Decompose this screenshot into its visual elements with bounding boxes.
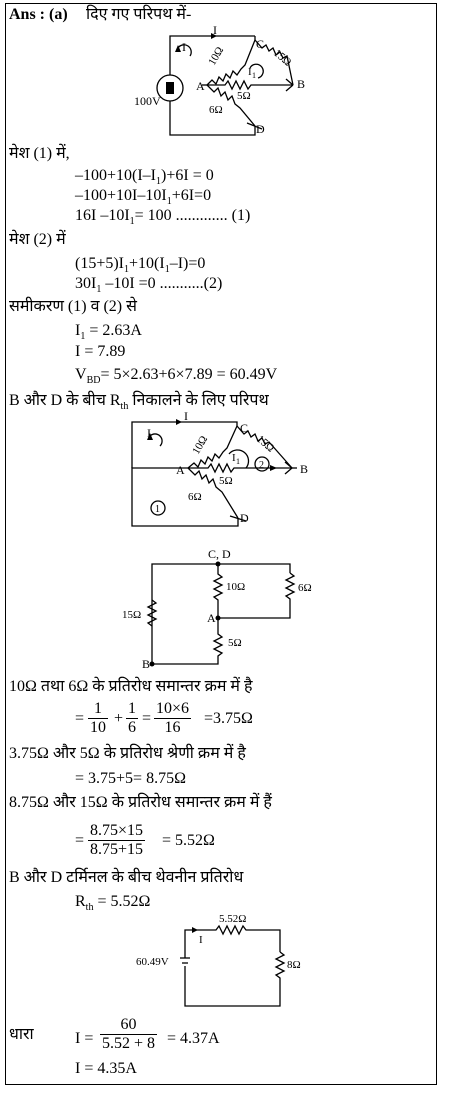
step2-text: 3.75Ω और 5Ω के प्रतिरोध श्रेणी क्रम में है bbox=[9, 745, 246, 762]
answer-intro: दिए गए परिपथ में- bbox=[86, 6, 192, 23]
step4-text: B और D टर्मिनल के बीच थेवनीन प्रतिरोध bbox=[9, 869, 244, 886]
circuit-diagram-2 bbox=[0, 410, 454, 530]
c2-mark-1: 1 bbox=[155, 504, 160, 515]
solve-title: समीकरण (1) व (2) से bbox=[9, 298, 137, 315]
c1-current-label: I bbox=[213, 23, 217, 37]
step1-plus: + bbox=[114, 710, 124, 727]
step3-result: = 5.52Ω bbox=[162, 832, 215, 849]
step1-frac3: $\frac{10\times 6}{16}$ bbox=[156, 700, 190, 736]
c2-node-d: D bbox=[240, 511, 249, 525]
circuit-diagram-4 bbox=[0, 910, 454, 1010]
c1-r6: 6Ω bbox=[209, 104, 223, 116]
c3-r5: 5Ω bbox=[228, 637, 242, 649]
mesh1-title: मेश (1) में, bbox=[9, 145, 70, 162]
c4-r1: 5.52Ω bbox=[219, 913, 247, 925]
final-lhs: I = bbox=[75, 1030, 94, 1047]
c2-loop1-label: I bbox=[147, 426, 151, 440]
solve-vbd: $V_{BD}= 5\times 2.63+6\times 7.89 = 60.49V$ bbox=[75, 366, 278, 387]
c4-current: I bbox=[199, 934, 203, 946]
c2-node-a: A bbox=[176, 463, 185, 477]
c1-node-a: A bbox=[196, 79, 205, 93]
c3-node-cd: C, D bbox=[208, 547, 231, 561]
circuit-diagram-1 bbox=[0, 23, 454, 148]
c4-source: 60.49V bbox=[136, 956, 169, 968]
step1-eq-sign: = bbox=[75, 710, 85, 727]
c1-node-c: C bbox=[256, 37, 265, 51]
c1-loop1-label: I bbox=[182, 40, 186, 54]
final-result: = 4.37A bbox=[167, 1030, 220, 1047]
c3-r15: 15Ω bbox=[122, 609, 142, 621]
rth-circuit-title: B और D के बीच $R_{th}$ निकालने के लिए परिपथ bbox=[9, 392, 269, 413]
solve-i1: $I_1 = 2.63A$ bbox=[75, 322, 142, 343]
c3-r6: 6Ω bbox=[298, 582, 312, 594]
step1-frac2: $\frac{1}{6}$ bbox=[128, 700, 136, 736]
c1-r5: 5Ω bbox=[237, 90, 251, 102]
final-label: धारा bbox=[9, 1026, 34, 1043]
circuit-diagram-3 bbox=[0, 547, 454, 671]
c2-current-label: I bbox=[184, 409, 188, 423]
c3-node-a: A bbox=[207, 611, 216, 625]
c2-i1: I bbox=[232, 452, 236, 464]
c1-r15: 15Ω bbox=[271, 47, 294, 69]
c2-node-b: B bbox=[300, 462, 309, 476]
step1-result: =3.75Ω bbox=[204, 710, 253, 727]
step2-eq: = 3.75+5= 8.75Ω bbox=[75, 770, 186, 787]
c1-r10: 10Ω bbox=[206, 44, 227, 68]
mesh1-eq2: $-100+10I-10I_1+6I=0$ bbox=[75, 187, 212, 208]
mesh2-title: मेश (2) में bbox=[9, 231, 66, 248]
c1-source: 100V bbox=[134, 94, 161, 108]
c2-r6: 6Ω bbox=[188, 491, 202, 503]
mesh1-eq3: 16I $-10I_1= 100$ ............. (1) bbox=[75, 207, 251, 228]
c3-r10: 10Ω bbox=[226, 581, 246, 593]
c2-r5: 5Ω bbox=[219, 475, 233, 487]
c1-node-d: D bbox=[256, 122, 265, 136]
mesh2-eq2: $30I_1$ –10I =0 ...........(2) bbox=[75, 275, 223, 296]
final-last: I = 4.35A bbox=[75, 1060, 137, 1077]
final-frac: $\frac{60}{5.52 + 8}$ bbox=[102, 1016, 156, 1052]
c2-r10: 10Ω bbox=[190, 433, 211, 457]
solve-i: I = 7.89 bbox=[75, 343, 126, 360]
step4-rth: $R_{th} = 5.52\Omega$ bbox=[75, 893, 151, 914]
mesh1-eq1: $-100+10(I-I_1)+6I = 0$ bbox=[75, 167, 214, 188]
step3-frac: $\frac{8.75\times 15}{8.75+15}$ bbox=[90, 822, 144, 858]
step3-eq-sign: = bbox=[75, 832, 85, 849]
mesh2-eq1: $(15+5)I_1+10(I_1-I)=0$ bbox=[75, 255, 206, 276]
answer-label: Ans : (a) bbox=[9, 6, 68, 23]
c1-i1-sub: 1 bbox=[252, 71, 256, 80]
c4-r2: 8Ω bbox=[287, 959, 301, 971]
c2-r15: 15Ω bbox=[254, 433, 277, 455]
c2-i1-sub: 1 bbox=[236, 457, 240, 466]
step3-text: 8.75Ω और 15Ω के प्रतिरोध समान्तर क्रम में हैं bbox=[9, 794, 272, 811]
step1-text: 10Ω तथा 6Ω के प्रतिरोध समान्तर क्रम में है bbox=[9, 678, 253, 695]
step1-eq-sign-2: = bbox=[142, 710, 152, 727]
c1-node-b: B bbox=[297, 77, 306, 91]
step1-frac1: $\frac{1}{10}$ bbox=[90, 700, 106, 736]
c2-mark-2: 2 bbox=[259, 460, 264, 471]
c2-node-c: C bbox=[240, 421, 249, 435]
c3-node-b: B bbox=[142, 657, 151, 671]
c1-i1: I bbox=[248, 66, 252, 78]
